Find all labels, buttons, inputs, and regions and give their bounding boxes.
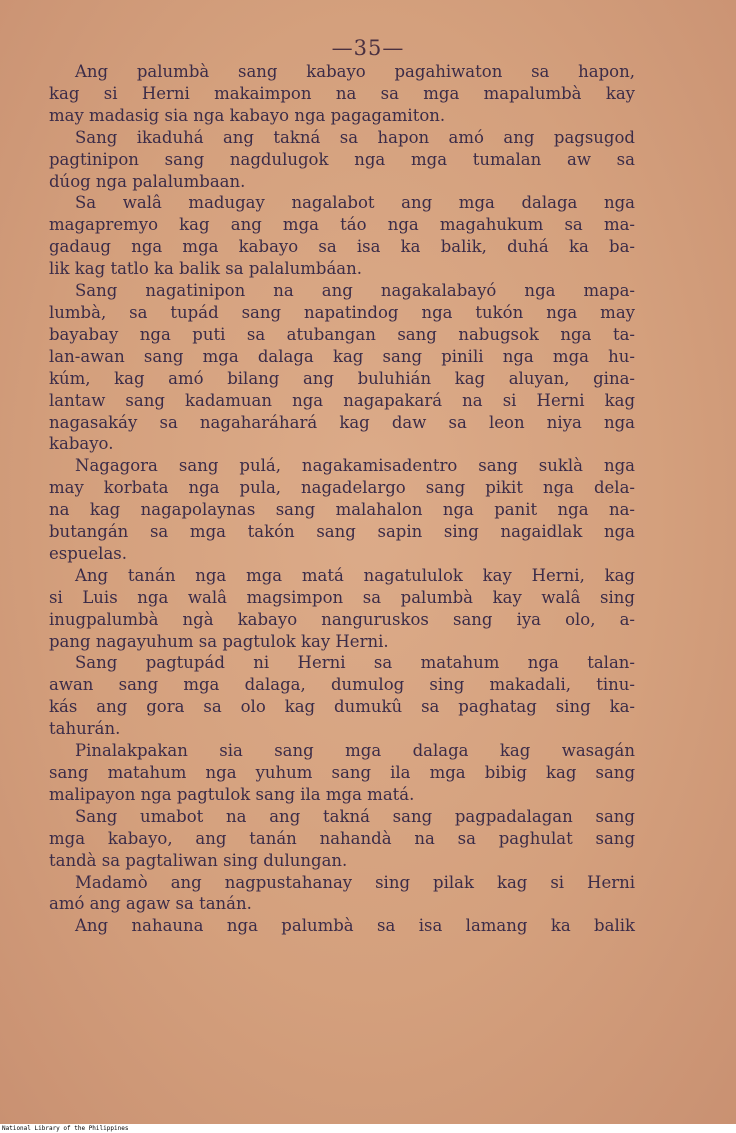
text-line: lumbà, sa tupád sang napatindog nga tukón nga may [49, 302, 635, 322]
text-line: kabayo. [49, 434, 114, 454]
text-line: Pinalakpakan sia sang mga dalaga kag wasagán [75, 741, 635, 761]
text-line: sang matahum nga yuhum sang ila mga bibig kag sang [49, 763, 635, 782]
text-line: kúm, kag amó bilang ang buluhián kag aluyan, gina- [49, 368, 635, 388]
paragraph [49, 280, 635, 455]
text-line: awan sang mga dalaga, dumulog sing makadali, tinu- [49, 675, 635, 695]
text-line: magapremyo kag ang mga táo nga magahukum sa ma- [49, 215, 635, 235]
text-line: kag si Herni makaimpon na sa mga mapalumbà kay [49, 83, 635, 103]
text-line: Ang tanán nga mga matá nagatululok kay Herni, kag [75, 565, 635, 585]
text-line: Ang palumbà sang kabayo pagahiwaton sa hapon, [75, 62, 635, 81]
text-line: lik kag tatlo ka balik sa palalumbáan. [49, 259, 362, 279]
text-line: tahurán. [49, 719, 121, 739]
paragraph [49, 652, 635, 740]
text-line: nagasakáy sa nagaharáhará kag daw sa leon niya nga [49, 412, 635, 432]
paragraph [49, 872, 635, 916]
text-line: bayabay nga puti sa atubangan sang nabugsok nga ta- [49, 324, 635, 344]
text-line: inugpalumbà ngà kabayo nanguruskos sang iya olo, a- [49, 609, 635, 629]
text-line: dúog nga palalumbaan. [49, 171, 246, 191]
paragraph [49, 192, 635, 280]
paragraph [49, 127, 635, 193]
text-line: malipayon nga pagtulok sang ila mga matá. [49, 784, 415, 804]
paragraph [49, 455, 635, 565]
paragraph [49, 915, 635, 937]
footer-credit: National Library of the Philippines [2, 1125, 129, 1132]
text-line: pagtinipon sang nagdulugok nga mga tumalan aw sa [49, 149, 635, 169]
text-line: may madasig sia nga kabayo nga pagagamiton. [49, 105, 446, 125]
text-line: lan-awan sang mga dalaga kag sang pinili nga mga hu- [49, 346, 635, 366]
text-line: may korbata nga pula, nagadelargo sang pikit nga dela- [49, 478, 635, 498]
text-line: Sang ikaduhá ang takná sa hapon amó ang pagsugod [75, 127, 635, 147]
paragraph [49, 61, 635, 127]
text-line: Sang umabot na ang takná sang pagpadalagan sang [75, 806, 635, 826]
text-line: Sang nagatinipon na ang nagakalabayó nga mapa- [75, 281, 635, 301]
text-line: mga kabayo, ang tanán nahandà na sa paghulat sang [49, 828, 635, 848]
body-text [49, 61, 635, 937]
text-line: lantaw sang kadamuan nga nagapakará na si Herni kag [49, 390, 635, 410]
text-line: Madamò ang nagpustahanay sing pilak kag si Herni [75, 872, 635, 892]
text-line: Nagagora sang pulá, nagakamisadentro sang suklà nga [75, 456, 635, 476]
text-line: amó ang agaw sa tanán. [49, 894, 252, 914]
page-number: —35— [331, 36, 405, 60]
text-line: tandà sa pagtaliwan sing dulungan. [49, 850, 348, 870]
paragraph [49, 565, 635, 653]
text-line: si Luis nga walâ magsimpon sa palumbà kay walâ sing [49, 587, 635, 607]
text-line: Sang pagtupád ni Herni sa matahum nga talan- [75, 653, 635, 673]
text-line: pang nagayuhum sa pagtulok kay Herni. [49, 631, 389, 651]
paragraph [49, 806, 635, 872]
text-line: espuelas. [49, 543, 128, 563]
paragraph [49, 740, 635, 806]
text-line: na kag nagapolaynas sang malahalon nga panit nga na- [49, 500, 635, 520]
text-line: kás ang gora sa olo kag dumukû sa paghatag sing ka- [49, 697, 635, 717]
text-line: Ang nahauna nga palumbà sa isa lamang ka balik [75, 916, 635, 936]
text-line: gadaug nga mga kabayo sa isa ka balik, duhá ka ba- [49, 237, 635, 257]
text-line: butangán sa mga takón sang sapin sing nagaidlak nga [49, 522, 635, 542]
text-line: Sa walâ madugay nagalabot ang mga dalaga nga [75, 193, 635, 213]
